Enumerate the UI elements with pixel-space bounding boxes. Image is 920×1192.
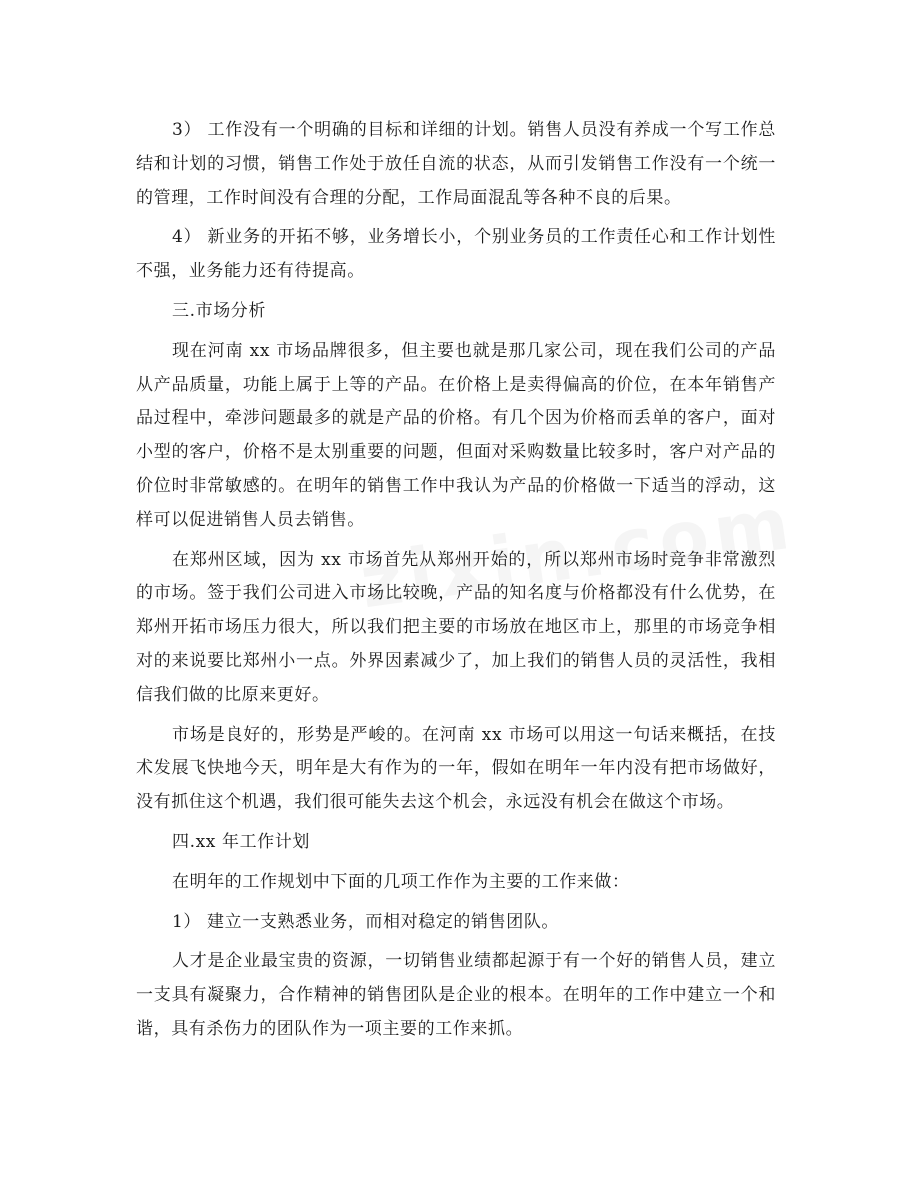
paragraph-plan-intro: 在明年的工作规划中下面的几项工作作为主要的工作来做： xyxy=(172,871,630,892)
paragraph-zhengzhou-region: 在郑州区域，因为 xx 市场首先从郑州开始的，所以郑州市场时竞争非常激烈的市场。签于我们公司进入市场比较晚，产品的知名度与价格都没有什么优势，在郑州开拓市场压力很大，所以我们把主要的市场放在地区市上，那里的市场竞争相对的来说要比郑州小一点。外界因素减少了，加上我们的销售人员的灵活性，我相信我们做的比原来更好。 xyxy=(136,549,776,705)
section-heading-work-plan: 四.xx 年工作计划 xyxy=(172,831,310,852)
paragraph-talent: 人才是企业最宝贵的资源，一切销售业绩都起源于有一个好的销售人员，建立一支具有凝聚力，合作精神的销售团队是企业的根本。在明年的工作中建立一个和谐，具有杀伤力的团队作为一项主要的工作来抓。 xyxy=(136,951,776,1039)
paragraph-item-4: 4） 新业务的开拓不够，业务增长小，个别业务员的工作责任心和工作计划性不强，业务能力还有待提高。 xyxy=(136,227,776,282)
section-heading-market-analysis: 三.市场分析 xyxy=(172,300,267,321)
paragraph-henan-market: 现在河南 xx 市场品牌很多，但主要也就是那几家公司，现在我们公司的产品从产品质量，功能上属于上等的产品。在价格上是卖得偏高的价位，在本年销售产品过程中，牵涉问题最多的就是产品的价格。有几个因为价格而丢单的客户，面对小型的客户，价格不是太别重要的问题，但面对采购数量比较多时，客户对产品的价位时非常敏感的。在明年的销售工作中我认为产品的价格做一下适当的浮动，这样可以促进销售人员去销售。 xyxy=(136,340,776,530)
document-body xyxy=(136,114,776,1053)
paragraph-plan-item-1: 1） 建立一支熟悉业务，而相对稳定的销售团队。 xyxy=(172,911,560,932)
paragraph-item-3: 3） 工作没有一个明确的目标和详细的计划。销售人员没有养成一个写工作总结和计划的习惯，销售工作处于放任自流的状态，从而引发销售工作没有一个统一的管理，工作时间没有合理的分配，工作局面混乱等各种不良的后果。 xyxy=(136,120,776,208)
paragraph-market-outlook: 市场是良好的，形势是严峻的。在河南 xx 市场可以用这一句话来概括，在技术发展飞快地今天，明年是大有作为的一年，假如在明年一年内没有把市场做好，没有抓住这个机遇，我们很可能失去这个机会，永远没有机会在做这个市场。 xyxy=(136,724,776,813)
